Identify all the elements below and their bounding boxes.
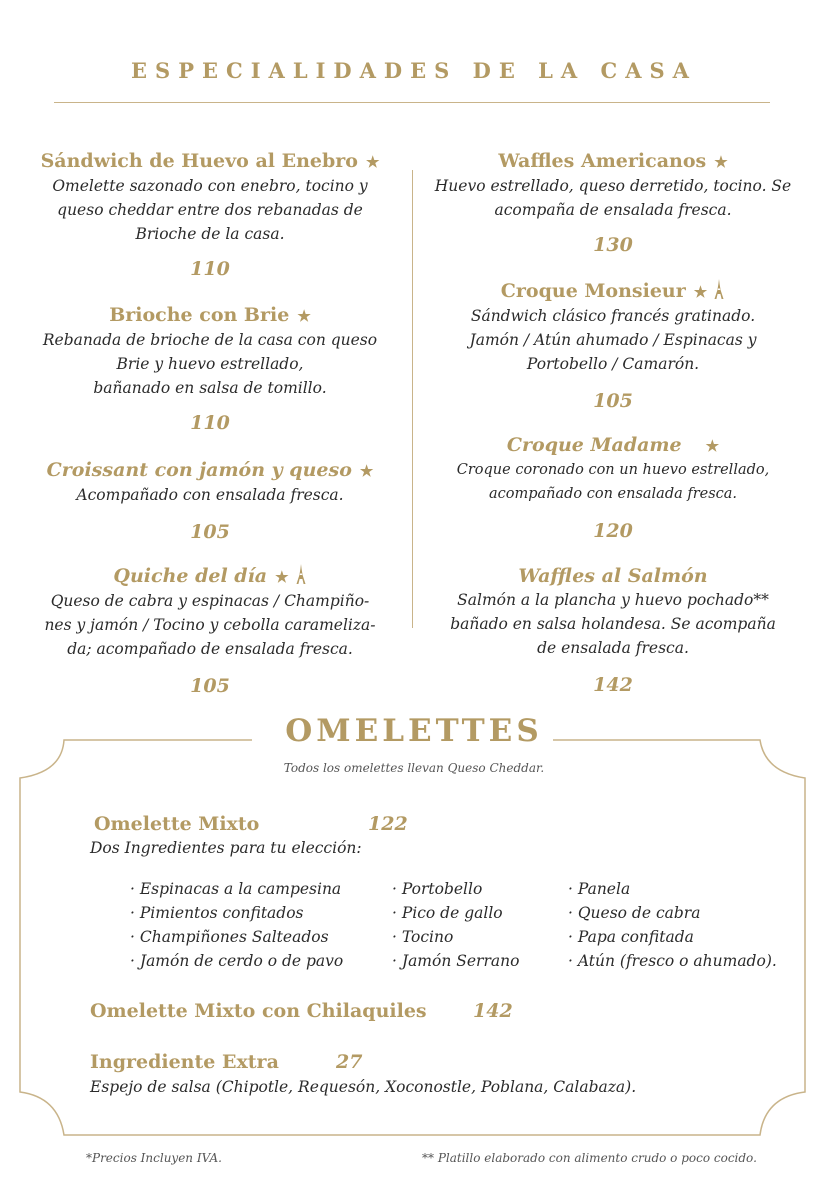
ingredient-item: · Champiñones Salteados [130,928,329,946]
omelette-mixto-name: Omelette Mixto [94,813,260,835]
ingredient-item: · Tocino [392,928,454,946]
item-desc-line: acompaña de ensalada fresca. [494,201,732,219]
item-desc-line: Omelette sazonado con enebro, tocino y [52,177,368,195]
item-desc-line: Salmón a la plancha y huevo pochado** [457,591,769,609]
ingredient-item: · Pico de gallo [392,904,503,922]
item-name: Waffles al Salmón [518,565,708,587]
ingredient-item: · Espinacas a la campesina [130,880,342,898]
omelette-mixto-price: 122 [368,813,408,835]
item-desc-line: Jamón / Atún ahumado / Espinacas y [469,331,757,349]
star-icon: ★ [693,283,708,301]
item-name: Brioche con Brie [109,304,290,326]
item-price: 130 [593,234,633,256]
item-desc-line: Brioche de la casa. [135,225,285,243]
item-name: Croque Monsieur [500,280,686,302]
star-icon: ★ [365,153,380,171]
item-price: 142 [593,674,633,696]
item-desc-line: Brie y huevo estrellado, [116,355,304,373]
ingredient-item: · Jamón de cerdo o de pavo [130,952,344,970]
page-title: ESPECIALIDADES DE LA CASA [131,58,697,83]
item-name: Croque Madame [506,434,682,456]
omelette-chilaquiles-name: Omelette Mixto con Chilaquiles [90,1000,427,1022]
item-desc-line: nes y jamón / Tocino y cebolla carameliza- [44,616,376,634]
omelette-mixto-desc: Dos Ingredientes para tu elección: [90,839,362,857]
star-icon: ★ [275,568,289,586]
item-desc-line: Queso de cabra y espinacas / Champiño- [50,592,370,610]
ingredient-item: · Papa confitada [568,928,694,946]
item-name: Quiche del día [113,565,268,587]
item-name: Waffles Americanos [498,150,707,172]
item-desc-line: queso cheddar entre dos rebanadas de [57,201,363,219]
item-price: 110 [190,258,230,280]
item-price: 105 [593,390,633,412]
omelettes-title: OMELETTES [285,713,543,749]
footer-raw-food-note: ** Platillo elaborado con alimento crudo o poco cocido. [422,1151,757,1165]
item-desc-line: Acompañado con ensalada fresca. [76,486,344,504]
ingredients-column-3 [568,877,777,973]
item-price: 105 [190,675,230,697]
star-icon: ★ [714,153,728,171]
item-desc-line: da; acompañado de ensalada fresca. [67,640,353,658]
item-desc-line: Sándwich clásico francés gratinado. [470,307,756,325]
ingredient-item: · Portobello [392,880,483,898]
item-desc-line: bañanado en salsa de tomillo. [93,379,327,397]
ingredient-item: · Queso de cabra [568,904,701,922]
item-name: Croissant con jamón y queso [46,459,352,481]
ingredient-item: · Atún (fresco o ahumado). [568,952,777,970]
item-desc-line: Croque coronado con un huevo estrellado, [456,462,770,478]
item-price: 120 [593,520,633,542]
ingrediente-extra-name: Ingrediente Extra [90,1051,279,1073]
item-desc-line: Huevo estrellado, queso derretido, tocino. Se [434,177,792,195]
item-price: 110 [190,412,230,434]
ingredient-item: · Panela [568,880,631,898]
footer-iva-note: *Precios Incluyen IVA. [86,1151,222,1165]
ingredient-item: · Jamón Serrano [392,952,520,970]
item-desc-line: de ensalada fresca. [537,639,689,657]
omelette-chilaquiles-price: 142 [473,1000,513,1022]
item-desc-line: Portobello / Camarón. [526,355,700,373]
ingredients-column-1 [130,877,343,973]
item-desc-line: bañado en salsa holandesa. Se acompaña [450,615,776,633]
item-desc-line: Rebanada de brioche de la casa con queso [42,331,378,349]
star-icon: ★ [705,437,720,455]
item-desc-line: acompañado con ensalada fresca. [488,486,738,502]
omelettes-subtitle: Todos los omelettes llevan Queso Cheddar. [283,761,545,775]
item-price: 105 [190,521,230,543]
ingrediente-extra-price: 27 [336,1051,363,1073]
ingrediente-extra-desc: Espejo de salsa (Chipotle, Requesón, Xoconostle, Poblana, Calabaza). [90,1078,637,1096]
star-icon: ★ [297,307,311,325]
item-name: Sándwich de Huevo al Enebro [40,150,358,172]
ingredients-column-2 [392,877,519,973]
star-icon: ★ [359,462,374,480]
ingredient-item: · Pimientos confitados [130,904,304,922]
